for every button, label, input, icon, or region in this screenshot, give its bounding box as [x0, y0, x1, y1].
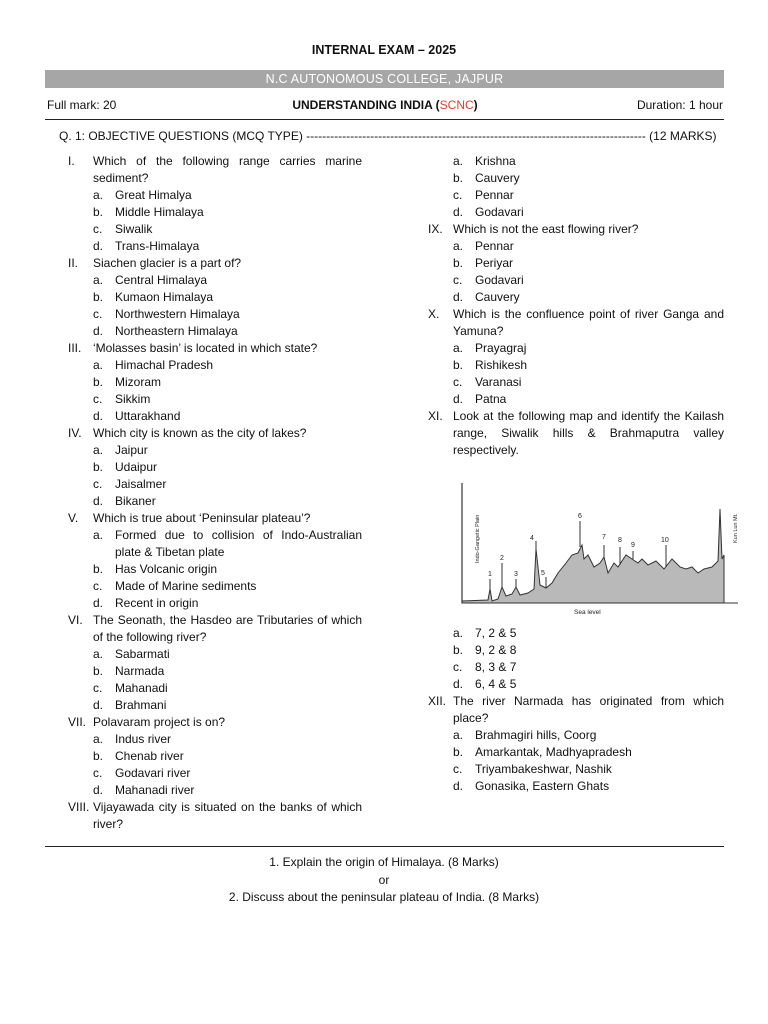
option-letter: b. — [93, 460, 104, 474]
option-letter: a. — [93, 188, 104, 202]
option-text: Himachal Pradesh — [115, 358, 214, 372]
marker-label-8: 8 — [618, 537, 622, 544]
option-item — [428, 374, 724, 391]
or-separator: or — [378, 873, 390, 887]
option-item — [68, 476, 362, 493]
marker-label-9: 9 — [631, 542, 635, 549]
subject-title — [47, 98, 723, 112]
option-letter: d. — [93, 324, 104, 338]
option-item — [68, 306, 362, 323]
marker-label-10: 10 — [661, 537, 669, 544]
option-item — [68, 408, 362, 425]
option-text: Bikaner — [115, 494, 156, 508]
option-item — [428, 289, 724, 306]
option-letter: c. — [453, 375, 463, 389]
option-letter: c. — [93, 222, 103, 236]
option-text: Siwalik — [115, 222, 153, 236]
option-item — [428, 659, 724, 676]
option-item — [428, 340, 724, 357]
option-letter: d. — [453, 779, 464, 793]
option-letter: a. — [453, 341, 464, 355]
question — [68, 510, 362, 612]
option-list — [68, 442, 362, 510]
marker-label-1: 1 — [488, 571, 492, 578]
option-text: Made of Marine sediments — [115, 579, 257, 593]
question-stem — [428, 221, 724, 238]
exam-meta-row — [47, 98, 723, 114]
option-item — [68, 765, 362, 782]
question-number: IX. — [428, 222, 443, 236]
option-item — [428, 761, 724, 778]
option-text: Mizoram — [115, 375, 162, 389]
option-letter: b. — [93, 375, 104, 389]
left-question-column — [68, 153, 362, 833]
option-item — [68, 442, 362, 459]
option-item — [68, 561, 362, 578]
option-item — [68, 680, 362, 697]
marker-label-3: 3 — [514, 571, 518, 578]
question-number: V. — [68, 511, 79, 525]
option-letter: c. — [453, 660, 463, 674]
option-letter: b. — [453, 256, 464, 270]
option-item — [428, 170, 724, 187]
question-number: II. — [68, 256, 79, 270]
option-item — [428, 391, 724, 408]
marker-label-6: 6 — [578, 513, 582, 520]
option-text: Indus river — [115, 732, 172, 746]
option-text: Godavari — [475, 205, 524, 219]
question-number: XI. — [428, 409, 443, 423]
option-item — [68, 238, 362, 255]
option-text: Krishna — [475, 154, 516, 168]
option-text: Gonasika, Eastern Ghats — [475, 779, 610, 793]
question-number: III. — [68, 341, 82, 355]
option-text: Patna — [475, 392, 507, 406]
question-stem — [428, 693, 724, 727]
option-text: 7, 2 & 5 — [475, 626, 517, 640]
option-text: Cauvery — [475, 290, 520, 304]
option-text: 9, 2 & 8 — [475, 643, 517, 657]
option-letter: c. — [93, 477, 103, 491]
option-letter: a. — [453, 154, 464, 168]
option-text: 6, 4 & 5 — [475, 677, 517, 691]
option-item — [68, 221, 362, 238]
option-list — [428, 238, 724, 306]
option-letter: d. — [93, 239, 104, 253]
q8-options-continued — [428, 153, 724, 221]
option-list — [428, 727, 724, 795]
option-text: Uttarakhand — [115, 409, 181, 423]
option-letter: c. — [453, 762, 463, 776]
question-number: VIII. — [68, 800, 90, 814]
option-item — [68, 391, 362, 408]
subject-code: SCNC — [439, 98, 474, 112]
question-text: Which is the confluence point of river Ganga and Yamuna? — [453, 307, 724, 338]
question — [428, 408, 724, 459]
option-item — [68, 527, 362, 561]
option-text: Mahanadi — [115, 681, 168, 695]
duration: Duration: 1 hour — [636, 98, 723, 112]
option-letter: c. — [93, 307, 103, 321]
option-text: Northeastern Himalaya — [115, 324, 238, 338]
option-text: Great Himalya — [115, 188, 192, 202]
long-question-2: 2. Discuss about the peninsular plateau of India. (8 Marks) — [228, 890, 540, 904]
option-list — [428, 340, 724, 408]
subject-suffix: ) — [473, 98, 478, 112]
question-number: VII. — [68, 715, 87, 729]
option-item — [68, 578, 362, 595]
option-list — [428, 625, 724, 693]
option-item — [428, 642, 724, 659]
option-text: Has Volcanic origin — [115, 562, 218, 576]
question-text: The Seonath, the Hasdeo are Tributaries of which of the following river? — [93, 613, 362, 644]
option-letter: b. — [453, 745, 464, 759]
marker-label-7: 7 — [602, 534, 606, 541]
option-text: Udaipur — [115, 460, 158, 474]
himalaya-profile-map — [428, 463, 739, 625]
option-text: Sikkim — [115, 392, 151, 406]
option-letter: c. — [453, 188, 463, 202]
question-text: Which is not the east flowing river? — [453, 222, 639, 236]
question-stem — [68, 425, 362, 442]
question-text: ‘Molasses basin’ is located in which state? — [93, 341, 318, 355]
question — [428, 221, 724, 306]
option-text: Narmada — [115, 664, 165, 678]
option-item — [428, 238, 724, 255]
option-letter: d. — [93, 494, 104, 508]
option-item — [68, 459, 362, 476]
option-item — [68, 782, 362, 799]
option-letter: a. — [93, 528, 104, 542]
full-mark: Full mark: 20 — [47, 98, 117, 112]
option-letter: d. — [93, 783, 104, 797]
option-text: Middle Himalaya — [115, 205, 204, 219]
option-letter: d. — [93, 409, 104, 423]
option-letter: a. — [93, 443, 104, 457]
question-stem — [428, 306, 724, 340]
kun-lun-label: Kun Lun Mt. — [733, 513, 739, 543]
option-letter: c. — [93, 579, 103, 593]
option-item — [428, 272, 724, 289]
option-item — [428, 625, 724, 642]
option-letter: d. — [453, 677, 464, 691]
right-questions — [428, 221, 724, 459]
option-text: Periyar — [475, 256, 514, 270]
option-text: Mahanadi river — [115, 783, 195, 797]
option-text: Cauvery — [475, 171, 520, 185]
option-letter: b. — [93, 562, 104, 576]
question-stem — [68, 714, 362, 731]
option-letter: d. — [453, 205, 464, 219]
option-list — [68, 272, 362, 340]
option-text: Northwestern Himalaya — [115, 307, 240, 321]
sea-level-label: Sea level — [574, 609, 601, 616]
marker-label-4: 4 — [530, 535, 534, 542]
question — [68, 612, 362, 714]
question — [68, 714, 362, 799]
option-text: 8, 3 & 7 — [475, 660, 517, 674]
option-text: Rishikesh — [475, 358, 528, 372]
question-text: Which is true about ‘Peninsular plateau’? — [93, 511, 311, 525]
option-text: Jaisalmer — [115, 477, 167, 491]
option-text: Prayagraj — [475, 341, 527, 355]
question-stem — [68, 510, 362, 527]
option-text: Pennar — [475, 239, 514, 253]
option-item — [68, 289, 362, 306]
option-text: Sabarmati — [115, 647, 170, 661]
right-question-column — [428, 153, 739, 795]
option-text: Recent in origin — [115, 596, 199, 610]
option-item — [428, 187, 724, 204]
q12 — [428, 693, 724, 795]
option-item — [68, 493, 362, 510]
option-letter: d. — [93, 698, 104, 712]
option-letter: a. — [93, 732, 104, 746]
option-item — [428, 153, 724, 170]
option-letter: b. — [93, 749, 104, 763]
question-number: XII. — [428, 694, 447, 708]
option-text: Brahmani — [115, 698, 167, 712]
option-letter: a. — [93, 358, 104, 372]
section-divider — [45, 846, 724, 847]
option-item — [68, 697, 362, 714]
college-name-bar: N.C AUTONOMOUS COLLEGE, JAJPUR — [45, 70, 724, 88]
question-text: Siachen glacier is a part of? — [93, 256, 242, 270]
q11-options — [428, 625, 724, 693]
option-item — [68, 663, 362, 680]
long-question-1: 1. Explain the origin of Himalaya. (8 Marks) — [269, 855, 499, 869]
option-item — [428, 778, 724, 795]
subject-name: UNDERSTANDING INDIA ( — [292, 98, 440, 112]
option-item — [68, 374, 362, 391]
option-letter: c. — [93, 392, 103, 406]
question — [68, 153, 362, 255]
option-text: Godavari river — [115, 766, 191, 780]
option-letter: d. — [453, 290, 464, 304]
option-list — [428, 153, 724, 221]
option-item — [68, 748, 362, 765]
option-letter: b. — [93, 290, 104, 304]
option-letter: a. — [93, 273, 104, 287]
indo-gangetic-plain-label: Indo-Gangetic Plain — [475, 514, 481, 563]
option-list — [68, 527, 362, 612]
question-text: Which of the following range carries marine sediment? — [93, 154, 362, 185]
question — [428, 306, 724, 408]
option-letter: c. — [453, 273, 463, 287]
option-letter: a. — [93, 647, 104, 661]
option-item — [428, 727, 724, 744]
option-text: Triyambakeshwar, Nashik — [475, 762, 612, 776]
option-text: Pennar — [475, 188, 514, 202]
question-stem — [428, 408, 724, 459]
option-letter: c. — [93, 766, 103, 780]
option-item — [68, 595, 362, 612]
option-letter: a. — [453, 728, 464, 742]
option-list — [68, 357, 362, 425]
option-text: Brahmagiri hills, Coorg — [475, 728, 597, 742]
question — [68, 799, 362, 833]
option-list — [68, 646, 362, 714]
option-item — [68, 731, 362, 748]
header-divider — [45, 119, 724, 120]
question-text: Vijayawada city is situated on the banks of which river? — [93, 800, 362, 831]
exam-title: INTERNAL EXAM – 2025 — [311, 43, 457, 57]
option-item — [68, 646, 362, 663]
option-item — [68, 187, 362, 204]
section-heading: Q. 1: OBJECTIVE QUESTIONS (MCQ TYPE) ------------------------------------------------------------------------------------- (12 MARKS) — [59, 129, 717, 143]
option-text: Formed due to collision of Indo-Australian plate & Tibetan plate — [115, 528, 362, 559]
question-text: Polavaram project is on? — [93, 715, 226, 729]
question-stem — [68, 340, 362, 357]
question — [68, 255, 362, 340]
question-stem — [68, 612, 362, 646]
question-number: IV. — [68, 426, 82, 440]
option-letter: c. — [93, 681, 103, 695]
option-item — [428, 676, 724, 693]
option-text: Jaipur — [115, 443, 148, 457]
option-item — [428, 744, 724, 761]
option-letter: b. — [453, 171, 464, 185]
option-letter: d. — [453, 392, 464, 406]
option-list — [68, 187, 362, 255]
marker-label-5: 5 — [541, 570, 545, 577]
option-letter: b. — [93, 205, 104, 219]
marker-label-2: 2 — [500, 555, 504, 562]
option-letter: a. — [453, 239, 464, 253]
question-stem — [68, 799, 362, 833]
question-number: VI. — [68, 613, 83, 627]
question — [68, 425, 362, 510]
option-item — [428, 204, 724, 221]
option-text: Kumaon Himalaya — [115, 290, 214, 304]
option-text: Varanasi — [475, 375, 522, 389]
question-stem — [68, 153, 362, 187]
question-text: Look at the following map and identify the Kailash range, Siwalik hills & Brahmaputra valley respectively. — [453, 409, 724, 457]
option-letter: d. — [93, 596, 104, 610]
option-letter: a. — [453, 626, 464, 640]
option-text: Central Himalaya — [115, 273, 208, 287]
option-text: Chenab river — [115, 749, 184, 763]
question-text: The river Narmada has originated from which place? — [453, 694, 724, 725]
option-list — [68, 731, 362, 799]
question-number: I. — [68, 154, 75, 168]
option-item — [68, 357, 362, 374]
question-text: Which city is known as the city of lakes? — [93, 426, 307, 440]
option-text: Trans-Himalaya — [115, 239, 200, 253]
question-number: X. — [428, 307, 440, 321]
option-text: Amarkantak, Madhyapradesh — [475, 745, 632, 759]
option-item — [68, 272, 362, 289]
question — [428, 693, 724, 795]
question — [68, 340, 362, 425]
option-item — [428, 357, 724, 374]
option-letter: b. — [93, 664, 104, 678]
profile-map-svg — [428, 463, 739, 625]
option-item — [68, 323, 362, 340]
question-stem — [68, 255, 362, 272]
option-item — [428, 255, 724, 272]
option-letter: b. — [453, 643, 464, 657]
option-letter: b. — [453, 358, 464, 372]
option-text: Godavari — [475, 273, 524, 287]
option-item — [68, 204, 362, 221]
